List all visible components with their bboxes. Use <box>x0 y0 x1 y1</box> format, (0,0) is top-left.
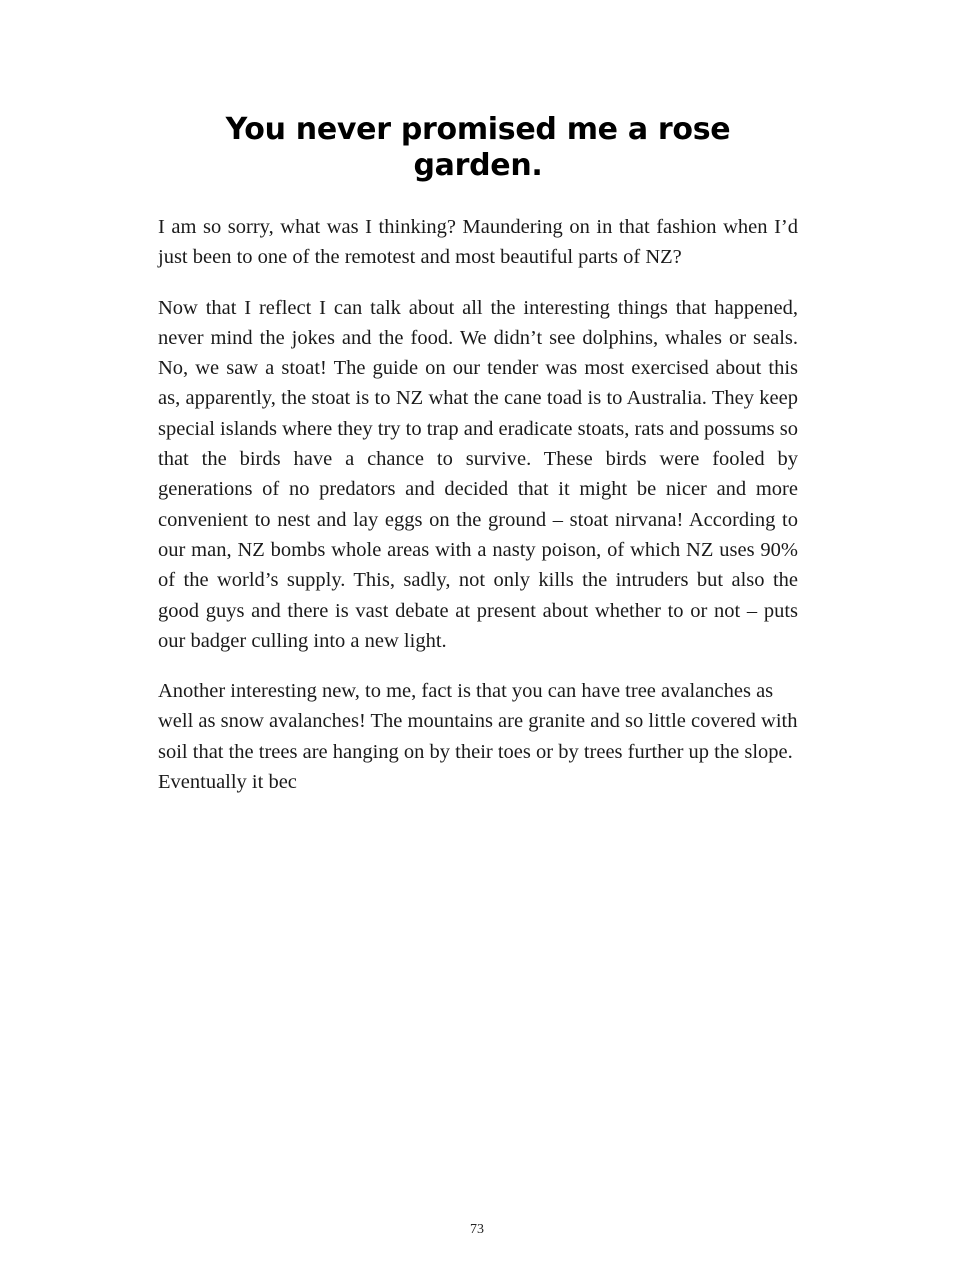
paragraph-1: I am so sorry, what was I thinking? Maundering on in that fashion when I’d just been to one of the remotest and most beautiful parts of NZ? <box>158 216 798 269</box>
paragraph-2: Now that I reflect I can talk about all the interesting things that happened, never mind the jokes and the food. We didn’t see dolphins, whales or seals. No, we saw a stoat! The guide on our tender was most exercised about this as, apparently, the stoat is to NZ what the cane toad is to Australia. They keep special islands where they try to trap and eradicate stoats, rats and possums so that the birds have a chance to survive. These birds were fooled by generations of no predators and decided that it might be nicer and more convenient to nest and lay eggs on the ground – stoat nirvana! According to our man, NZ bombs whole areas with a nasty poison, of which NZ uses 90% of the world’s supply. This, sadly, not only kills the intruders but also the good guys and there is vast debate at present about whether to or not – puts our badger culling into a new light. <box>158 296 798 652</box>
page-title: You never promised me a rose garden. <box>225 112 731 183</box>
paragraph-3: Another interesting new, to me, fact is that you can have tree avalanches as well as snow avalanches! The mountains are granite and so little covered with soil that the trees are hanging on by their toes or by trees further up the slope. Eventually it bec <box>158 680 798 794</box>
page-number: 73 <box>470 1222 484 1237</box>
page-content <box>158 112 798 817</box>
